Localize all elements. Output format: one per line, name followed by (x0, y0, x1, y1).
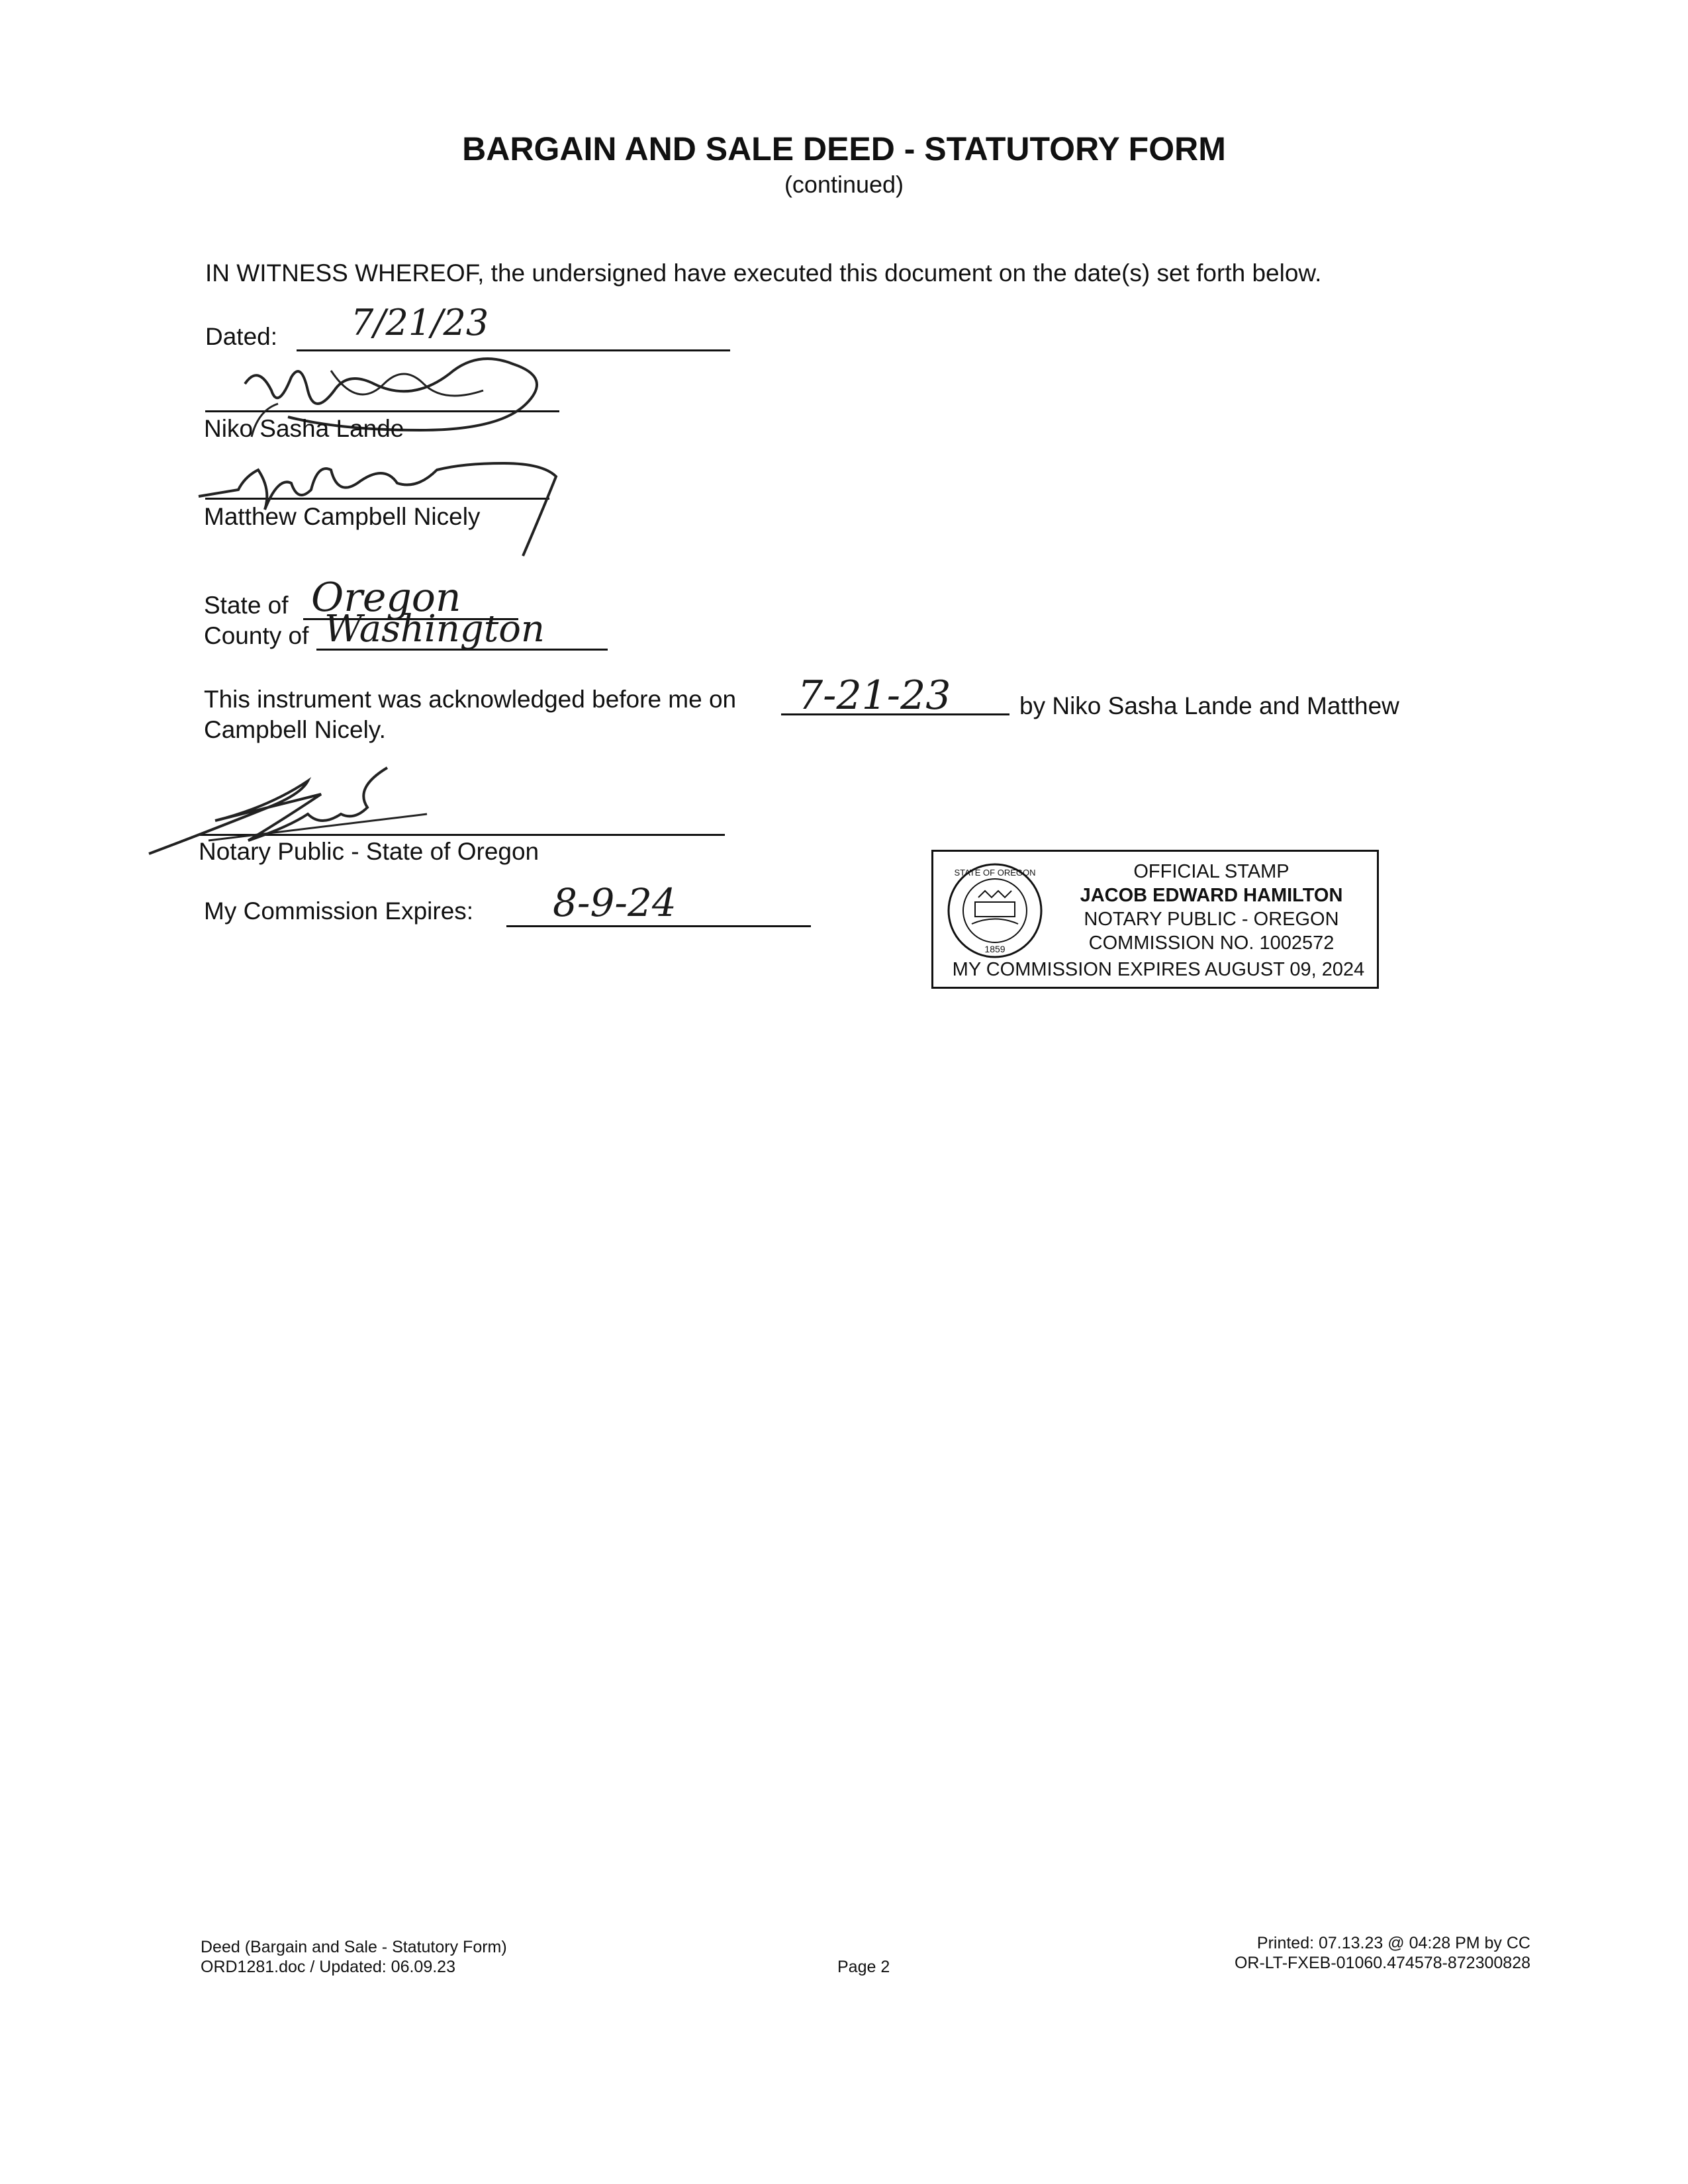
document-title: BARGAIN AND SALE DEED - STATUTORY FORM (462, 130, 1226, 167)
footer-page-number: Page 2 (837, 1958, 890, 1976)
document-subtitle: (continued) (784, 171, 904, 198)
footer-form-name: Deed (Bargain and Sale - Statutory Form) (201, 1938, 507, 1956)
dated-label: Dated: (205, 323, 278, 350)
witness-statement: IN WITNESS WHEREOF, the undersigned have executed this document on the date(s) set forth below. (205, 259, 1322, 287)
commission-line (506, 925, 811, 927)
stamp-line-1: OFFICIAL STAMP (1133, 861, 1289, 882)
seal-top-text: STATE OF OREGON (954, 868, 1036, 878)
stamp-notary-name: JACOB EDWARD HAMILTON (1080, 885, 1343, 906)
stamp-line-3: NOTARY PUBLIC - OREGON (1084, 909, 1339, 930)
commission-label: My Commission Expires: (204, 897, 474, 925)
state-label: State of (204, 592, 289, 619)
footer-printed-info: Printed: 07.13.23 @ 04:28 PM by CC (1256, 1934, 1530, 1952)
state-seal-icon (945, 861, 1045, 960)
stamp-expiration: MY COMMISSION EXPIRES AUGUST 09, 2024 (952, 959, 1365, 980)
county-label: County of (204, 622, 309, 649)
state-handwritten: Oregon (311, 574, 461, 621)
acknowledgment-suffix: by Niko Sasha Lande and Matthew (1019, 692, 1399, 719)
official-stamp (931, 850, 1379, 989)
footer-document-id: ORD1281.doc / Updated: 06.09.23 (201, 1958, 455, 1976)
signer-2-name: Matthew Campbell Nicely (204, 503, 481, 530)
stamp-commission-number: COMMISSION NO. 1002572 (1088, 933, 1335, 954)
commission-handwritten: 8-9-24 (553, 880, 677, 925)
acknowledgment-prefix: This instrument was acknowledged before me on (204, 686, 737, 713)
acknowledgment-line2: Campbell Nicely. (204, 716, 386, 743)
signer-1-name: Niko Sasha Lande (204, 415, 404, 442)
seal-year-text: 1859 (984, 944, 1006, 954)
acknowledgment-date-handwritten: 7-21-23 (798, 672, 951, 719)
county-handwritten: Washington (324, 608, 545, 651)
notary-title: Notary Public - State of Oregon (199, 838, 539, 865)
footer-order-code: OR-LT-FXEB-01060.474578-872300828 (1234, 1954, 1530, 1972)
dated-handwritten: 7/21/23 (351, 302, 489, 343)
